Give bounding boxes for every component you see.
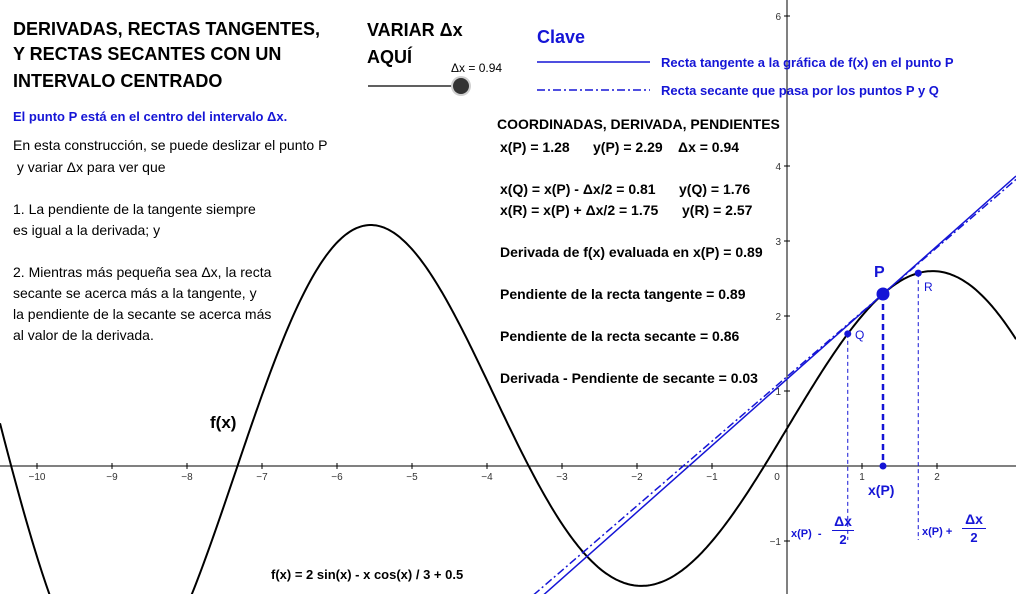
slider-heading: VARIAR Δx xyxy=(367,20,463,40)
description-line: 1. La pendiente de la tangente siempre xyxy=(13,201,256,217)
point-r-label: R xyxy=(924,280,933,294)
dx-slider-knob[interactable] xyxy=(453,78,469,94)
info-xp: x(P) = 1.28 xyxy=(500,139,570,155)
description-line: es igual a la derivada; y xyxy=(13,222,161,238)
title-line-1: DERIVADAS, RECTAS TANGENTES, xyxy=(13,19,321,39)
fraction-denominator: 2 xyxy=(839,532,847,547)
title-line-2: Y RECTAS SECANTES CON UN xyxy=(13,44,282,64)
point-r[interactable] xyxy=(915,270,922,277)
xp-minus-label: x(P) - xyxy=(791,528,822,540)
description-line: la pendiente de la secante se acerca más xyxy=(13,306,272,322)
info-secant-slope: Pendiente de la recta secante = 0.86 xyxy=(500,328,740,344)
description-line: al valor de la derivada. xyxy=(13,327,154,343)
subtitle: El punto P está en el centro del intervalo Δx. xyxy=(13,109,288,124)
y-tick-label: 4 xyxy=(775,162,781,173)
info-tangent-slope: Pendiente de la recta tangente = 0.89 xyxy=(500,286,746,302)
point-q[interactable] xyxy=(844,330,851,337)
dx-half-fraction-right xyxy=(962,511,986,545)
x-tick-label: −8 xyxy=(181,472,193,483)
description-line: secante se acerca más a la tangente, y xyxy=(13,285,257,301)
key-tangent-label: Recta tangente a la gráfica de f(x) en el punto P xyxy=(661,55,954,70)
title-line-3: INTERVALO CENTRADO xyxy=(13,71,223,91)
function-label: f(x) xyxy=(210,413,237,432)
point-q-label: Q xyxy=(855,328,865,342)
function-formula: f(x) = 2 sin(x) - x cos(x) / 3 + 0.5 xyxy=(271,567,464,582)
info-heading: COORDINADAS, DERIVADA, PENDIENTES xyxy=(497,116,780,132)
key-title: Clave xyxy=(537,27,586,47)
xp-axis-label: x(P) xyxy=(868,482,895,498)
info-dx: Δx = 0.94 xyxy=(678,139,740,155)
dx-half-fraction-left xyxy=(832,513,854,547)
info-yp: y(P) = 2.29 xyxy=(593,139,663,155)
point-p-label: P xyxy=(874,264,885,281)
x-tick-label: −10 xyxy=(28,472,46,483)
fraction-bar xyxy=(962,528,986,529)
secant-line xyxy=(0,179,1016,594)
x-tick-label: −4 xyxy=(481,472,493,483)
point-p[interactable] xyxy=(877,287,890,300)
fraction-bar xyxy=(832,530,854,531)
x-tick-label: 0 xyxy=(774,472,780,483)
x-tick-label: 1 xyxy=(859,472,865,483)
function-curve xyxy=(0,225,1016,594)
y-tick-label: 1 xyxy=(775,387,781,398)
y-tick-label: 2 xyxy=(775,312,781,323)
info-xq: x(Q) = x(P) - Δx/2 = 0.81 xyxy=(500,181,656,197)
x-tick-label: −9 xyxy=(106,472,118,483)
info-xr: x(R) = x(P) + Δx/2 = 1.75 xyxy=(500,202,659,218)
info-difference: Derivada - Pendiente de secante = 0.03 xyxy=(500,370,758,386)
y-tick-label: −1 xyxy=(769,537,781,548)
xp-plus-label: x(P) + xyxy=(922,526,953,538)
x-tick-label: −5 xyxy=(406,472,418,483)
x-tick-label: −6 xyxy=(331,472,343,483)
y-tick-label: 3 xyxy=(775,237,781,248)
y-tick-label: 6 xyxy=(775,12,781,23)
x-tick-label: 2 xyxy=(934,472,940,483)
dx-slider-track[interactable] xyxy=(368,85,463,87)
x-tick-label: −1 xyxy=(706,472,718,483)
key-secant-label: Recta secante que pasa por los puntos P y Q xyxy=(661,83,939,98)
fraction-denominator: 2 xyxy=(970,530,978,545)
description-line: 2. Mientras más pequeña sea Δx, la recta xyxy=(13,264,272,280)
info-derivative: Derivada de f(x) evaluada en x(P) = 0.89 xyxy=(500,244,763,260)
fraction-numerator: Δx xyxy=(834,513,852,529)
description-line: y variar Δx para ver que xyxy=(13,159,166,175)
x-tick-label: −7 xyxy=(256,472,268,483)
description-line: En esta construcción, se puede deslizar el punto P xyxy=(13,137,328,153)
slider-value-label: Δx = 0.94 xyxy=(451,61,503,75)
slider-heading-2: AQUÍ xyxy=(367,47,412,67)
x-tick-label: −3 xyxy=(556,472,568,483)
info-yr: y(R) = 2.57 xyxy=(682,202,753,218)
x-tick-label: −2 xyxy=(631,472,643,483)
point-xp-on-axis[interactable] xyxy=(880,463,887,470)
fraction-numerator: Δx xyxy=(965,511,983,527)
info-yq: y(Q) = 1.76 xyxy=(679,181,751,197)
